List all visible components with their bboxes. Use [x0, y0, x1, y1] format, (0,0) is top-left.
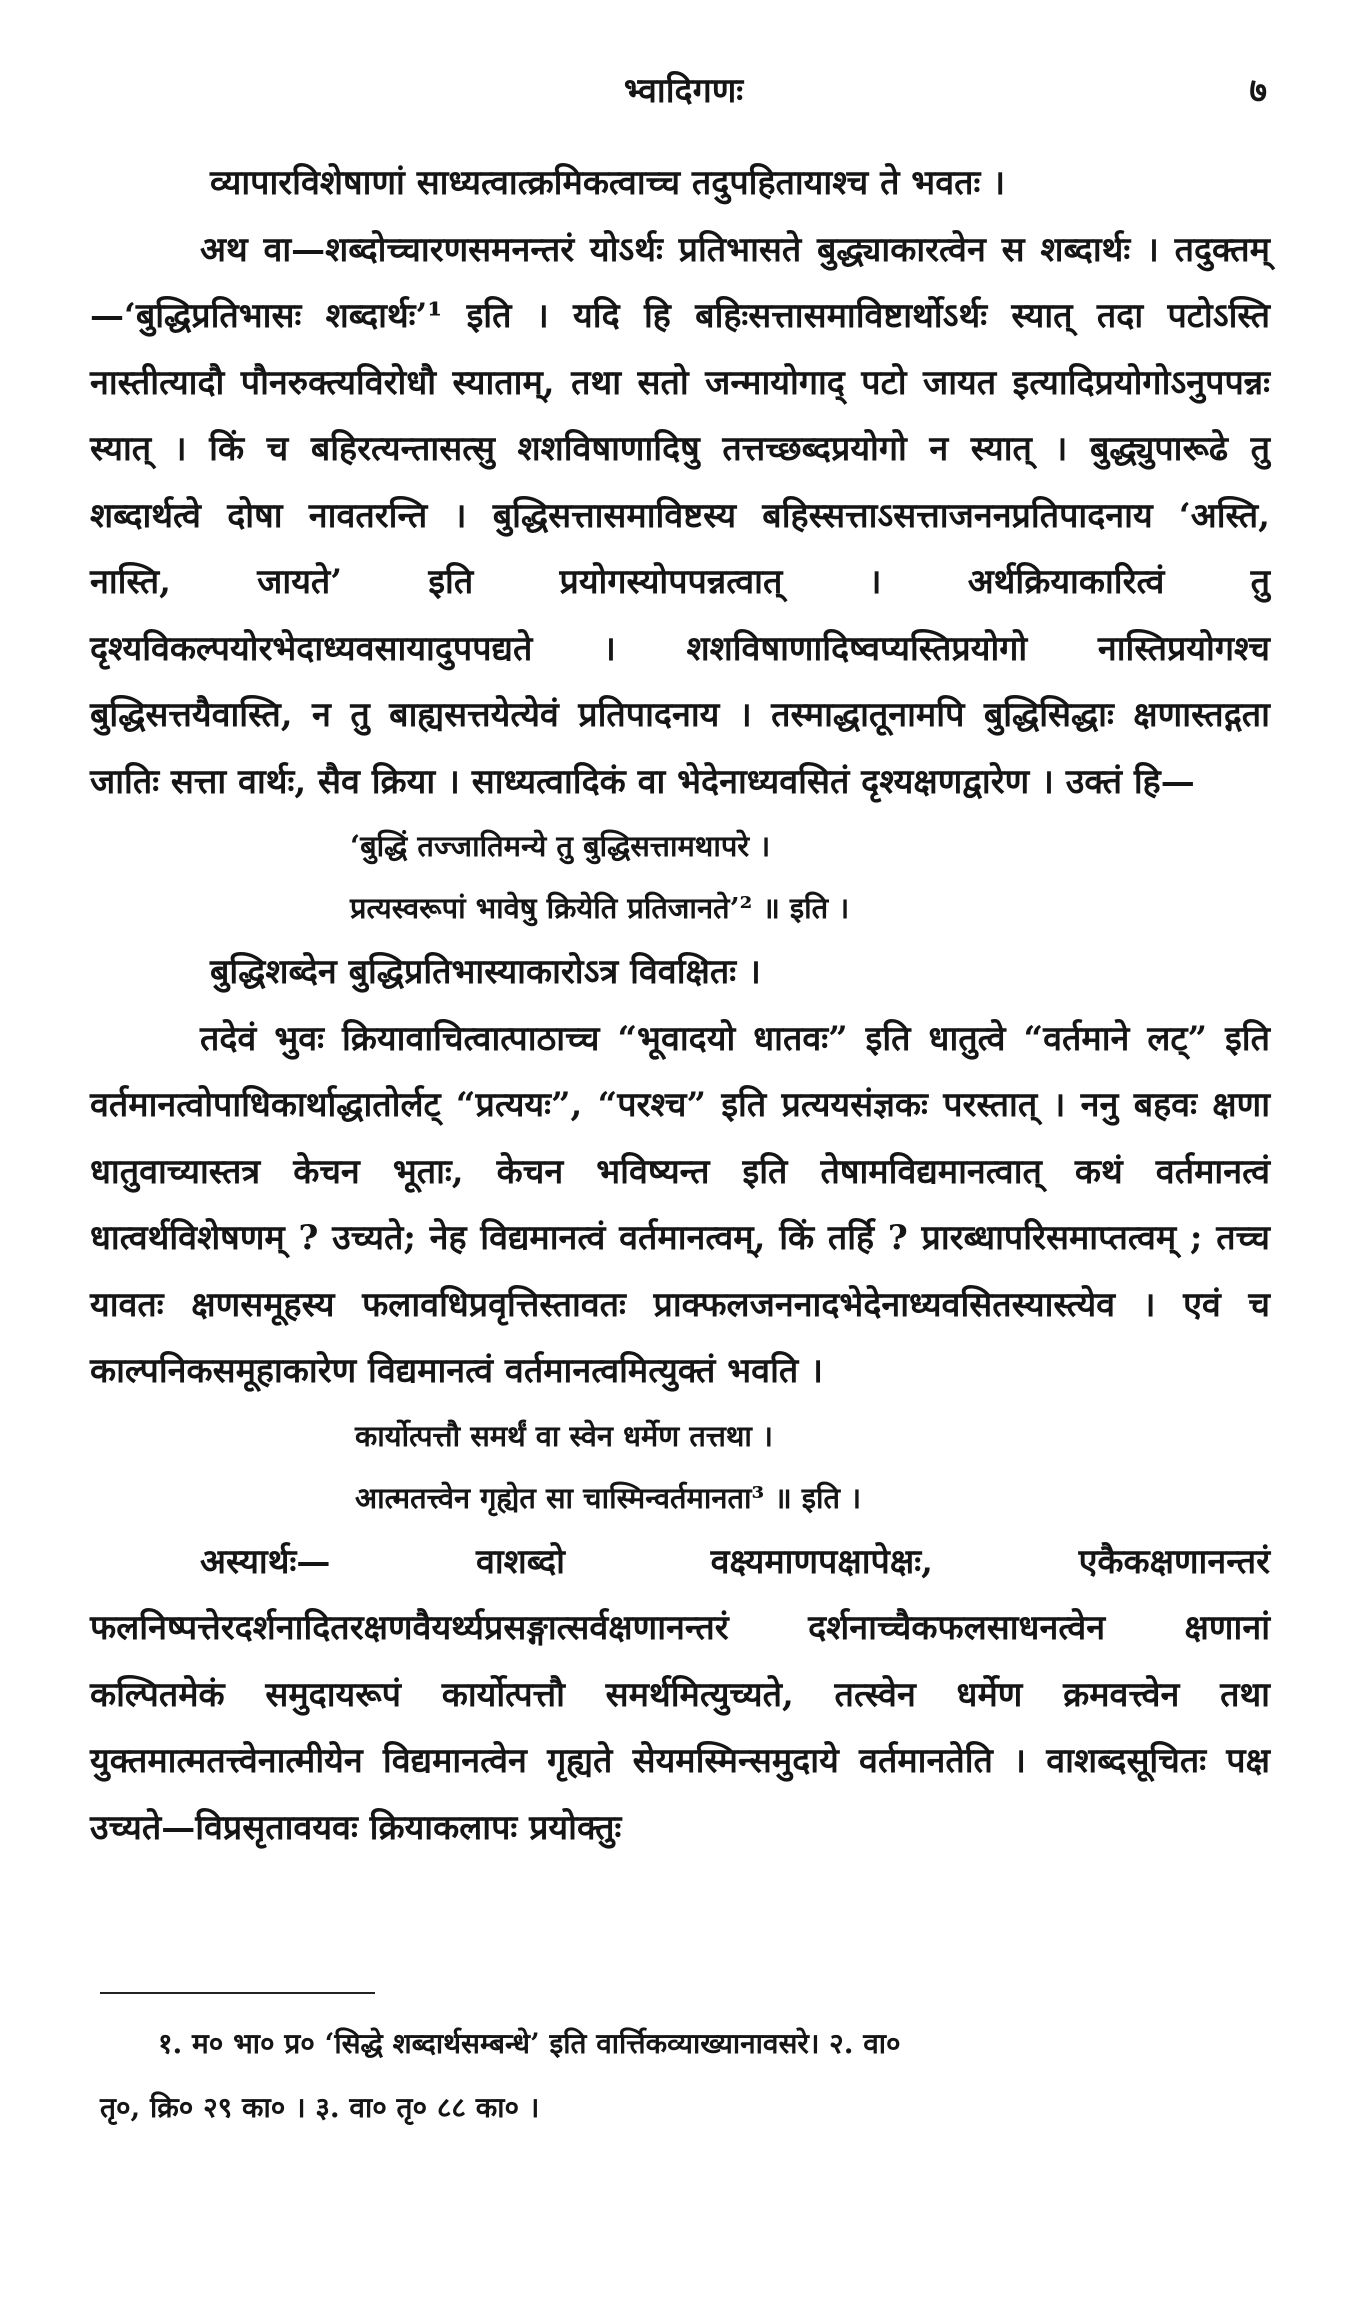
- verse-1-line-2: प्रत्यस्वरूपां भावेषु क्रियेति प्रतिजानते’² ॥ इति ।: [350, 891, 850, 925]
- footnote-divider: [100, 1992, 375, 1994]
- paragraph-continuation: व्यापारविशेषाणां साध्यत्वात्क्रमिकत्वाच्च तदुपहितायाश्च ते भवतः ।: [210, 163, 1006, 203]
- paragraph-asyarthah: अस्यार्थः— वाशब्दो वक्ष्यमाणपक्षापेक्षः, एकैकक्षणानन्तरं फलनिष्पत्तेरदर्शनादितरक्षणवैयर्थ्यप्रसङ्गात्सर्वक्षणानन्तरं दर्शनाच्चैकफलसाधनत्वेन क्षणानां कल्पितमेकं समुदायरूपं कार्योत्पत्तौ समर्थमित्युच्यते, तत्स्वेन धर्मेण क्रमवत्त्वेन तथा युक्तमात्मतत्त्वेनात्मीयेन विद्यमानत्वेन गृह्यते सेयमस्मिन्समुदाये वर्तमानतेति । वाशब्दसूचितः पक्ष उच्यते—विप्रसृतावयवः क्रियाकलापः प्रयोक्तुः: [90, 1541, 1270, 1848]
- main-text: [90, 150, 1270, 1861]
- footnote-line-2: तृ०, क्रि० २९ का० । ३. वा० तृ० ८८ का० ।: [100, 2091, 540, 2124]
- running-head: भ्वादिगणः: [623, 71, 744, 111]
- verse-2-line-1: कार्योत्पत्तौ समर्थं वा स्वेन धर्मेण तत्तथा ।: [355, 1418, 774, 1453]
- paragraph-shabdartha: अथ वा—शब्दोच्चारणसमनन्तरं योऽर्थः प्रतिभासते बुद्ध्याकारत्वेन स शब्दार्थः । तदुक्तम्—‘बुद्धिप्रतिभासः शब्दार्थः’¹ इति । यदि हि बहिःसत्तासमाविष्टार्थोऽर्थः स्यात् तदा पटोऽस्ति नास्तीत्यादौ पौनरुक्त्यविरोधौ स्याताम्, तथा सतो जन्मायोगाद् पटो जायत इत्यादिप्रयोगोऽनुपपन्नः स्यात् । किं च बहिरत्यन्तासत्सु शशविषाणादिषु तत्तच्छब्दप्रयोगो न स्यात् । बुद्ध्युपारूढे तु शब्दार्थत्वे दोषा नावतरन्ति । बुद्धिसत्तासमाविष्टस्य बहिस्सत्ताऽसत्ताजननप्रतिपादनाय ‘अस्ति, नास्ति, जायते’ इति प्रयोगस्योपपन्नत्वात् । अर्थक्रियाकारित्वं तु दृश्यविकल्पयोरभेदाध्यवसायादुपपद्यते । शशविषाणादिष्वप्यस्तिप्रयोगो नास्तिप्रयोगश्च बुद्धिसत्तयैवास्ति, न तु बाह्यसत्तयेत्येवं प्रतिपादनाय । तस्माद्धातूनामपि बुद्धिसिद्धाः क्षणास्तद्गता जातिः सत्ता वार्थः, सैव क्रिया । साध्यत्वादिकं वा भेदेनाध्यवसितं दृश्यक्षणद्वारेण । उक्तं हि—: [90, 229, 1270, 802]
- verse-1-line-1: ‘बुद्धिं तज्जातिमन्ये तु बुद्धिसत्तामथापरे ।: [350, 829, 771, 863]
- page-number: ७: [1249, 71, 1267, 111]
- verse-2-line-2: आत्मतत्त्वेन गृह्येत सा चास्मिन्वर्तमानता³ ॥ इति ।: [355, 1480, 862, 1515]
- paragraph-vartamana: तदेवं भुवः क्रियावाचित्वात्पाठाच्च “भूवादयो धातवः” इति धातुत्वे “वर्तमाने लट्” इति वर्तमानत्वोपाधिकार्थाद्धातोर्लट् “प्रत्ययः”, “परश्च” इति प्रत्ययसंज्ञकः परस्तात् । ननु बहवः क्षणा धातुवाच्यास्तत्र केचन भूताः, केचन भविष्यन्त इति तेषामविद्यमानत्वात् कथं वर्तमानत्वं धात्वर्थविशेषणम् ? उच्यते; नेह विद्यमानत्वं वर्तमानत्वम्, किं तर्हि ? प्रारब्धापरिसमाप्तत्वम् ; तच्च यावतः क्षणसमूहस्य फलावधिप्रवृत्तिस्तावतः प्राक्फलजननादभेदेनाध्यवसितस्यास्त्येव । एवं च काल्पनिकसमूहाकारेण विद्यमानत्वं वर्तमानत्वमित्युक्तं भवति ।: [90, 1018, 1270, 1391]
- footnotes: [100, 2012, 1260, 2140]
- paragraph-buddhi: बुद्धिशब्देन बुद्धिप्रतिभास्याकारोऽत्र विवक्षितः ।: [210, 952, 761, 992]
- page-header: [0, 66, 1367, 126]
- footnote-line-1: १. म० भा० प्र० ‘सिद्धे शब्दार्थसम्बन्धे’ इति वार्त्तिकव्याख्यानावसरे। २. वा०: [158, 2027, 901, 2060]
